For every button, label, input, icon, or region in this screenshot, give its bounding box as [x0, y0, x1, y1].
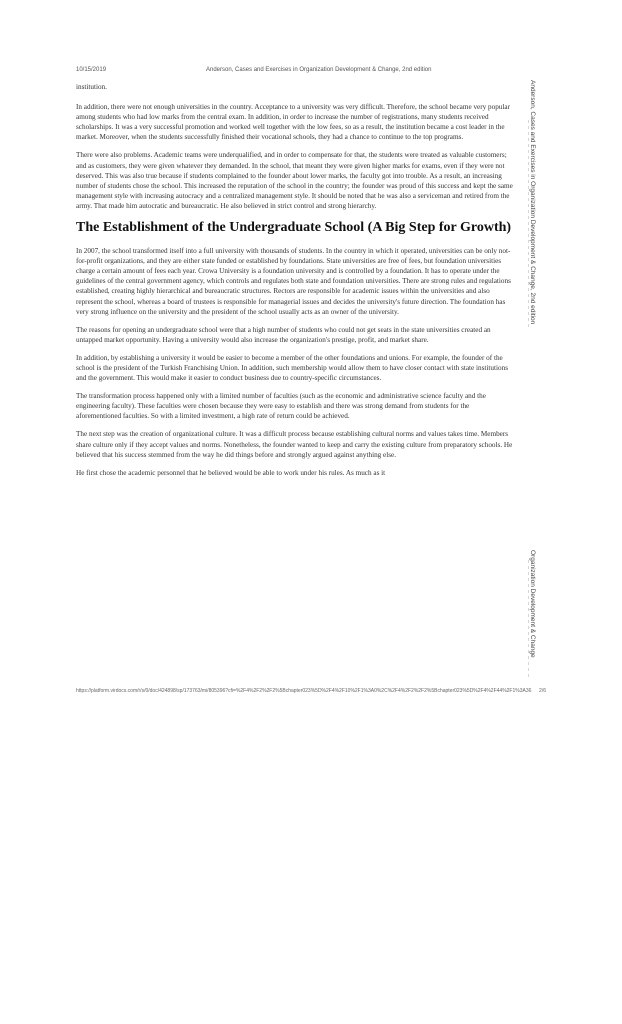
paragraph: The transformation process happened only with a limited number of faculties (such as the economic and administrative science faculty and the engineering faculty). These faculties were chosen because they were easy to establish and there was strong demand from students for the aforementioned faculties. So with a limited investment, a high rate of return could be achieved.	[76, 392, 486, 421]
paragraph: institution.	[76, 83, 107, 91]
footer-url[interactable]: https://platform.virdocs.com/r/s/0/doc/424898/sp/173763/mi/805396?cfi=%2F4%2F2%2F2%5Bchapter023%5D%2F4%2F10%2F1%3A0%2C%2F4%2F2%2F2%5Bchapter023%5D%2F4%2F44%2F1%3A36	[76, 688, 532, 694]
footer-page-number: 2/6	[539, 688, 546, 694]
document-body	[76, 82, 514, 486]
paragraph: In addition, by establishing a university it would be easier to become a member of the other foundations and unions. For example, the founder of the school is the president of the Turkish Franchising Union. In addition, such membership would allow them to have closer contact with state institutions and the government. This would make it easier to conduct business due to country-specific circumstances.	[76, 353, 508, 383]
footer	[76, 688, 546, 694]
section-heading: The Establishment of the Undergraduate School (A Big Step for Growth)	[76, 220, 512, 236]
side-text-bottom: Organization Development & Change	[529, 550, 536, 658]
paragraph: In 2007, the school transformed itself into a full university with thousands of students. In the country in which it operated, universities can be only not-for-profit organizations, and they are either state funded or established by foundations. State universities are free of fees, but foundation universities charge a certain amount of fees each year. Crowa University is a foundation university and is controlled by a foundation. It has to operate under the guidelines of the central government agency, which controls and regulates both state and foundation universities. There are strong rules and regulations established, creating highly hierarchical and bureaucratic structures. Rectors are responsible for academic issues within the universities and also represent the school, whereas a board of trustees is responsible for managerial issues and decides the university's future direction. The foundation has very strong influence on the university and the president of the school usually acts as an owner of the university.	[76, 247, 511, 316]
header-date: 10/15/2019	[76, 67, 107, 73]
paragraph: The next step was the creation of organizational culture. It was a difficult process because establishing cultural norms and values takes time. Members share culture only if they accept values and norms. Nonetheless, the founder wanted to keep and carry the existing culture from preparatory schools. He believed that his success stemmed from the way he did things before and strongly argued against anything else.	[76, 430, 513, 459]
paragraph: The reasons for opening an undergraduate school were that a high number of students who could not get seats in the state universities created an untapped market opportunity. Having a university would also increase the organization's prestige, profit, and market share.	[76, 325, 491, 344]
paragraph: In addition, there were not enough universities in the country. Acceptance to a university was very difficult. Therefore, the school became very popular among students who had low marks from the central exam. In addition, in order to increase the number of registrations, many students received scholarships. It was a very successful promotion and worked well together with the low fees, so as a result, the institution became a cost leader in the market. Moreover, when the students successfully finished their vocational schools, they had a chance to continue to the top programs.	[76, 103, 510, 142]
header-title: Anderson, Cases and Exercises in Organization Development & Change, 2nd edition	[206, 67, 432, 73]
paragraph: There were also problems. Academic teams were underqualified, and in order to compensate for that, the students were treated as valuable customers; and as customers, they were given whatever they demanded. In the school, that meant they were given higher marks for exams, even if they were not deserved. This was also true because if students complained to the founder about lower marks, the faculty got into trouble. As a result, an increasing number of students chose the school. This increased the reputation of the school in the country; the founder was proud of this success and kept the same management style with increasing autocracy and a centralized management style. It should be noted that he was also a serviceman and retired from the army. That made him autocratic and bureaucratic. He also believed in strict control and strong hierarchy.	[76, 151, 513, 210]
paragraph: He first chose the academic personnel that he believed would be able to work under his rules. As much as it	[76, 468, 386, 477]
side-text-top: Anderson, Cases and Exercises in Organization Development & Change, 2nd edition	[529, 80, 536, 325]
